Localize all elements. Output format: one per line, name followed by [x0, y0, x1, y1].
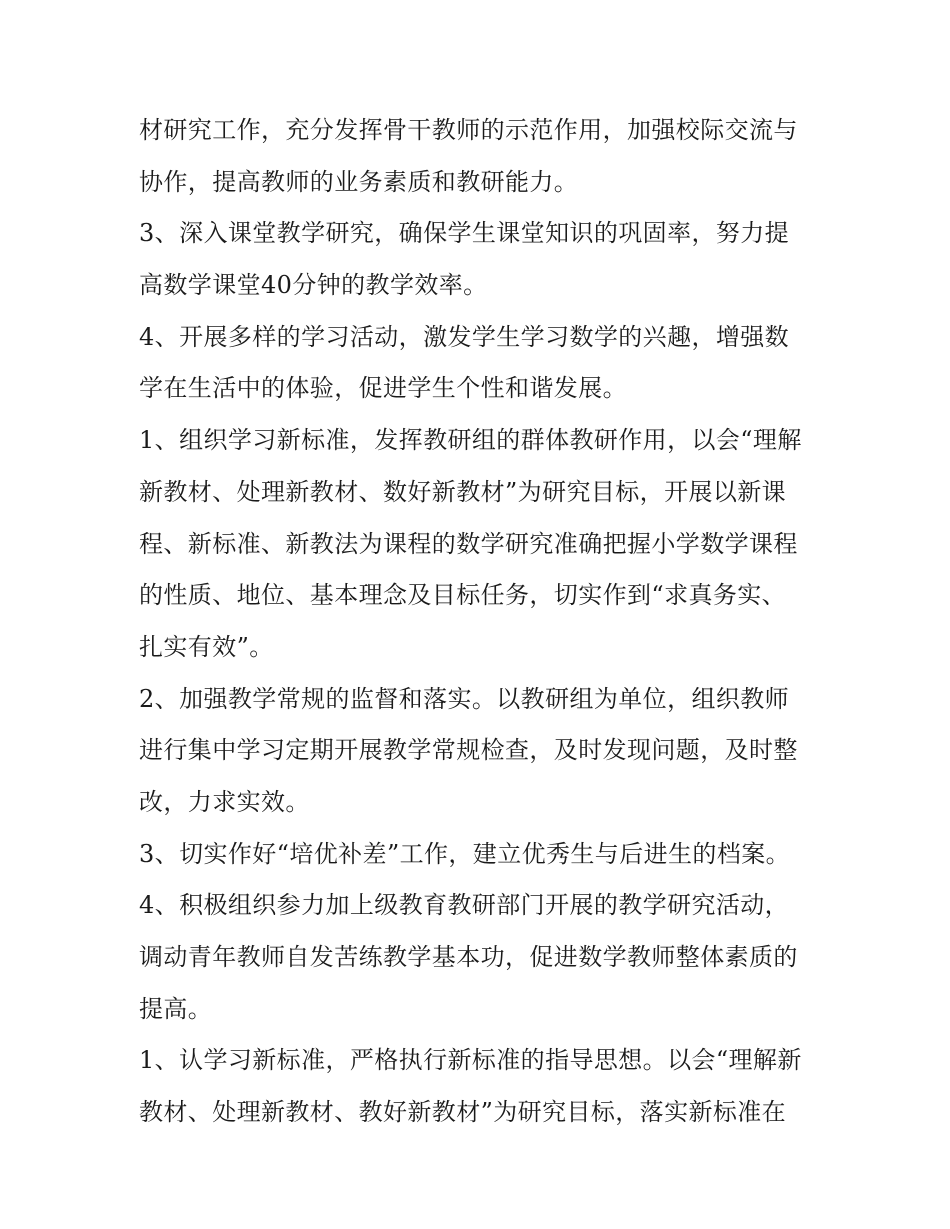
text-line: 新教材、处理新教材、数好新教材”为研究目标，开展以新课: [139, 477, 787, 506]
text-line: 1、认学习新标准，严格执行新标准的指导思想。以会“理解新: [139, 1046, 802, 1075]
text-line: 3、切实作好“培优补差”工作，建立优秀生与后进生的档案。: [139, 839, 791, 868]
text-line: 2、加强教学常规的监督和落实。以教研组为单位，组织教师: [139, 684, 790, 713]
text-line: 扎实有效”。: [139, 632, 274, 661]
text-line: 1、组织学习新标准，发挥教研组的群体教研作用，以会“理解: [139, 426, 802, 455]
text-line: 改，力求实效。: [139, 787, 310, 816]
text-line: 教材、处理新教材、教好新教材”为研究目标，落实新标准在: [139, 1098, 787, 1127]
text-line: 协作，提高教师的业务素质和教研能力。: [139, 167, 579, 196]
text-line: 高数学课堂40分钟的教学效率。: [139, 271, 488, 300]
text-line: 3、深入课堂教学研究，确保学生课堂知识的巩固率，努力提: [139, 219, 790, 248]
text-line: 提高。: [139, 994, 213, 1023]
text-line: 材研究工作，充分发挥骨干教师的示范作用，加强校际交流与: [139, 116, 798, 144]
text-line: 学在生活中的体验，促进学生个性和谐发展。: [139, 374, 627, 403]
text-line: 调动青年教师自发苦练教学基本功，促进数学教师整体素质的: [139, 943, 798, 971]
text-line: 程、新标准、新教法为课程的数学研究准确把握小学数学课程: [139, 529, 798, 558]
document-body: [139, 105, 819, 1139]
text-line: 4、积极组织参力加上级教育教研部门开展的教学研究活动，: [139, 891, 790, 920]
text-line: 4、开展多样的学习活动，激发学生学习数学的兴趣，增强数: [139, 322, 790, 351]
text-line: 的性质、地位、基本理念及目标任务，切实作到“求真务实、: [139, 581, 787, 610]
text-line: 进行集中学习定期开展教学常规检查，及时发现问题，及时整: [139, 736, 798, 765]
